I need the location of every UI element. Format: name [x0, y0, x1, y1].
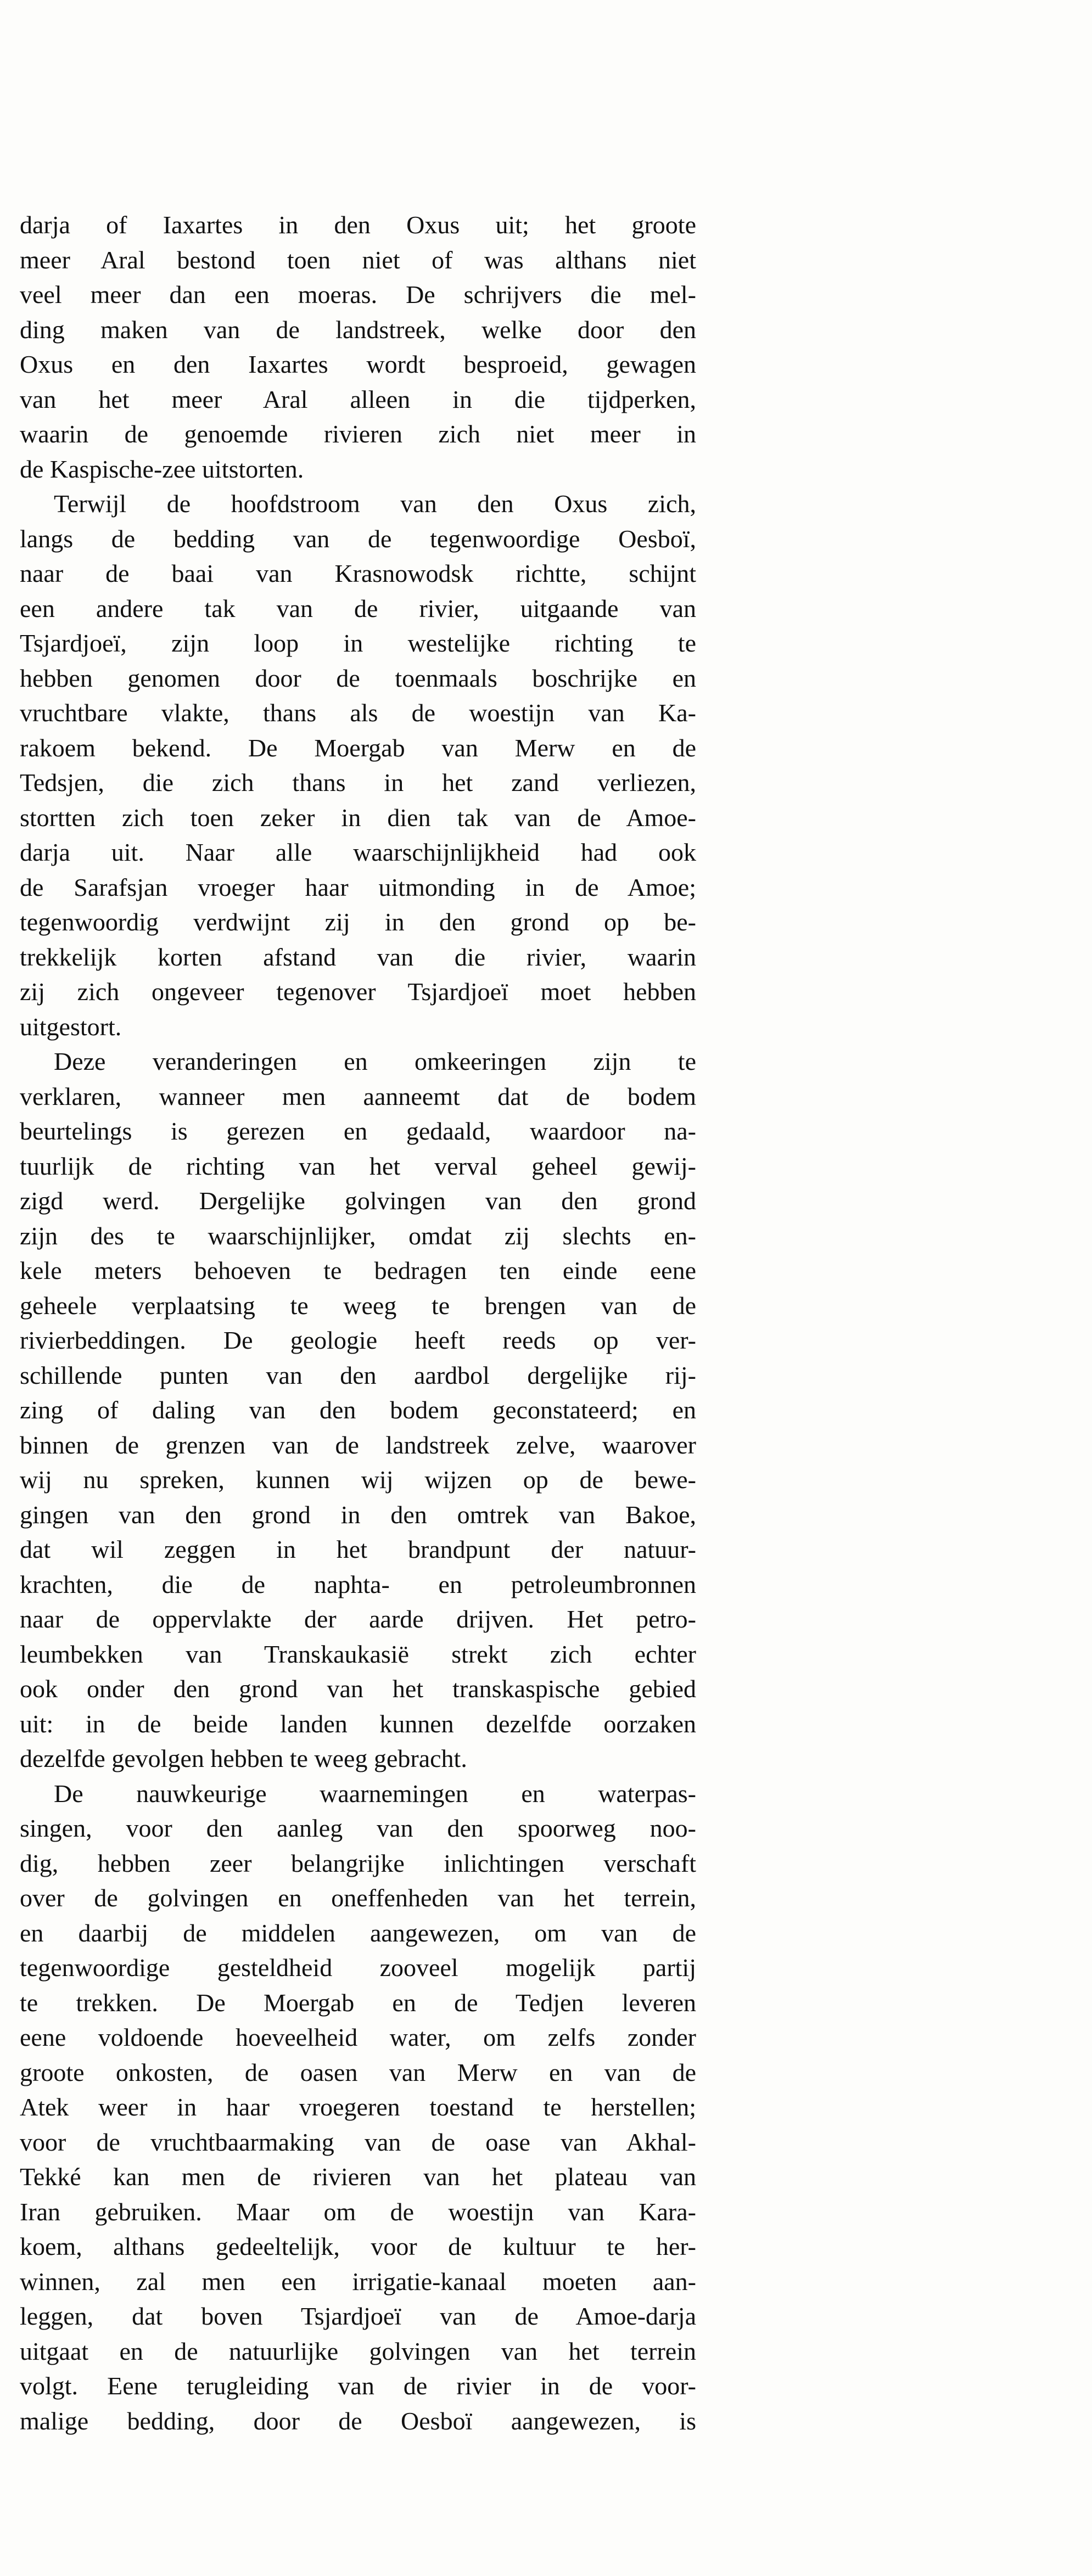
text-line: wij nu spreken, kunnen wij wijzen op de bewe- [20, 1466, 696, 1494]
text-column [20, 207, 696, 2438]
text-line: malige bedding, door de Oesboï aangewezen, is [20, 2406, 696, 2435]
text-line: winnen, zal men een irrigatie-kanaal moeten aan- [20, 2267, 696, 2296]
text-line: Deze veranderingen en omkeeringen zijn te [54, 1047, 696, 1075]
text-line: een andere tak van de rivier, uitgaande van [20, 594, 696, 622]
text-line: langs de bedding van de tegenwoordige Oesboï, [20, 524, 696, 553]
text-line: rakoem bekend. De Moergab van Merw en de [20, 733, 696, 762]
text-line: kele meters behoeven te bedragen ten einde eene [20, 1256, 696, 1284]
text-line: veel meer dan een moeras. De schrijvers die mel- [20, 280, 696, 308]
text-line: vruchtbare vlakte, thans als de woestijn van Ka- [20, 699, 696, 727]
text-line: Terwijl de hoofdstroom van den Oxus zich, [54, 490, 696, 518]
text-line: de Kaspische-zee uitstorten. [20, 454, 304, 483]
text-line: geheele verplaatsing te weeg te brengen van de [20, 1291, 696, 1320]
text-line: Atek weer in haar vroegeren toestand te herstellen; [20, 2093, 696, 2121]
text-line: gingen van den grond in den omtrek van Bakoe, [20, 1500, 696, 1529]
paragraph [20, 1776, 696, 2439]
paragraph [20, 486, 696, 1044]
text-line: tegenwoordige gesteldheid zooveel mogelijk partij [20, 1954, 696, 1982]
text-line: de Sarafsjan vroeger haar uitmonding in de Amoe; [20, 873, 696, 901]
text-line: naar de oppervlakte der aarde drijven. Het petro- [20, 1605, 696, 1633]
text-line: ding maken van de landstreek, welke door den [20, 315, 696, 344]
text-line: darja uit. Naar alle waarschijnlijkheid had ook [20, 838, 696, 866]
paragraph [20, 1044, 696, 1776]
text-line: tuurlijk de richting van het verval geheel gewij- [20, 1152, 696, 1180]
text-line: koem, althans gedeeltelijk, voor de kultuur te her- [20, 2232, 696, 2260]
text-line: stortten zich toen zeker in dien tak van de Amoe- [20, 803, 696, 832]
text-line: verklaren, wanneer men aanneemt dat de bodem [20, 1082, 696, 1110]
text-line: dig, hebben zeer belangrijke inlichtingen verschaft [20, 1849, 696, 1877]
text-line: Tedsjen, die zich thans in het zand verliezen, [20, 768, 696, 796]
text-line: darja of Iaxartes in den Oxus uit; het groote [20, 211, 696, 239]
text-line: uitgestort. [20, 1012, 122, 1041]
text-line: krachten, die de naphta- en petroleumbronnen [20, 1570, 696, 1598]
text-line: binnen de grenzen van de landstreek zelve, waarover [20, 1430, 696, 1459]
text-line: uitgaat en de natuurlijke golvingen van het terrein [20, 2337, 696, 2365]
text-line: te trekken. De Moergab en de Tedjen leveren [20, 1988, 696, 2017]
text-line: leumbekken van Transkaukasië strekt zich echter [20, 1640, 696, 1668]
text-line: Oxus en den Iaxartes wordt besproeid, gewagen [20, 350, 696, 378]
text-line: zigd werd. Dergelijke golvingen van den grond [20, 1187, 696, 1215]
paragraph [20, 207, 696, 486]
text-line: meer Aral bestond toen niet of was althans niet [20, 245, 696, 274]
text-line: groote onkosten, de oasen van Merw en van de [20, 2058, 696, 2086]
text-line: naar de baai van Krasnowodsk richtte, schijnt [20, 559, 696, 587]
text-line: dezelfde gevolgen hebben te weeg gebracht. [20, 1744, 467, 1772]
text-line: waarin de genoemde rivieren zich niet meer in [20, 420, 696, 448]
text-line: De nauwkeurige waarnemingen en waterpas- [54, 1779, 696, 1808]
text-line: rivierbeddingen. De geologie heeft reeds op ver- [20, 1326, 696, 1354]
text-line: zijn des te waarschijnlijker, omdat zij slechts en- [20, 1221, 696, 1250]
text-line: uit: in de beide landen kunnen dezelfde oorzaken [20, 1709, 696, 1738]
text-line: ook onder den grond van het transkaspische gebied [20, 1675, 696, 1703]
text-line: zij zich ongeveer tegenover Tsjardjoeï moet hebben [20, 978, 696, 1006]
text-line: Tsjardjoeï, zijn loop in westelijke richting te [20, 629, 696, 657]
text-line: en daarbij de middelen aangewezen, om van de [20, 1918, 696, 1947]
text-line: hebben genomen door de toenmaals boschrijke en [20, 664, 696, 692]
text-line: singen, voor den aanleg van den spoorweg noo- [20, 1814, 696, 1842]
text-line: volgt. Eene terugleiding van de rivier in de voor- [20, 2372, 696, 2400]
text-line: beurtelings is gerezen en gedaald, waardoor na- [20, 1117, 696, 1145]
text-line: Tekké kan men de rivieren van het plateau van [20, 2163, 696, 2191]
text-line: eene voldoende hoeveelheid water, om zelfs zonder [20, 2023, 696, 2051]
text-line: schillende punten van den aardbol dergelijke rij- [20, 1361, 696, 1389]
text-line: zing of daling van den bodem geconstateerd; en [20, 1396, 696, 1424]
text-line: van het meer Aral alleen in die tijdperken, [20, 385, 696, 413]
text-line: over de golvingen en oneffenheden van het terrein, [20, 1884, 696, 1912]
text-line: voor de vruchtbaarmaking van de oase van Akhal- [20, 2128, 696, 2156]
text-line: leggen, dat boven Tsjardjoeï van de Amoe-darja [20, 2302, 696, 2330]
text-line: dat wil zeggen in het brandpunt der natuur- [20, 1535, 696, 1563]
text-line: trekkelijk korten afstand van die rivier, waarin [20, 942, 696, 971]
text-line: tegenwoordig verdwijnt zij in den grond op be- [20, 908, 696, 936]
text-line: Iran gebruiken. Maar om de woestijn van Kara- [20, 2197, 696, 2226]
